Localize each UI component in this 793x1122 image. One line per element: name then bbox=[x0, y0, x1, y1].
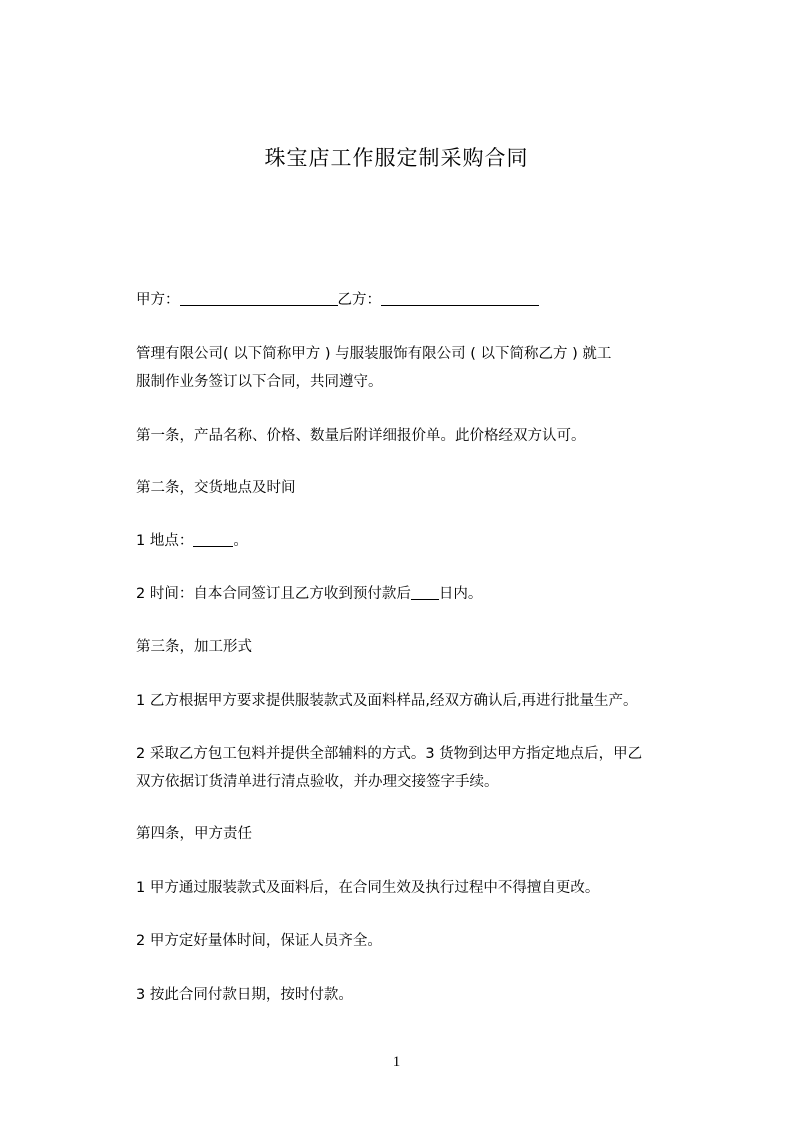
time-suffix: 日内。 bbox=[438, 586, 483, 602]
party-a-label: 甲方： bbox=[136, 292, 180, 308]
party-b-label: 乙方： bbox=[337, 292, 381, 308]
parties-line bbox=[136, 284, 696, 316]
time-blank bbox=[411, 585, 439, 600]
intro-line-1: 管理有限公司( 以下简称甲方 ) 与服装服饰有限公司 ( 以下简称乙方 ) 就工 bbox=[136, 346, 612, 362]
party-b-blank bbox=[381, 291, 539, 306]
place-prefix: 1 地点： bbox=[136, 533, 194, 549]
party-a-blank bbox=[180, 291, 338, 306]
place-suffix: 。 bbox=[233, 533, 248, 549]
document-title: 珠宝店工作服定制采购合同 bbox=[264, 146, 529, 170]
article-3-item-1: 1 乙方根据甲方要求提供服装款式及面料样品,经双方确认后,再进行批量生产。 bbox=[136, 693, 638, 709]
article-3-item-2-line-2: 双方依据订货清单进行清点验收，并办理交接签字手续。 bbox=[136, 774, 499, 790]
article-4-item-1: 1 甲方通过服装款式及面料后，在合同生效及执行过程中不得擅自更改。 bbox=[136, 880, 600, 896]
article-2-place bbox=[136, 525, 696, 557]
article-1: 第一条，产品名称、价格、数量后附详细报价单。此价格经双方认可。 bbox=[136, 428, 586, 444]
time-prefix: 2 时间：自本合同签订且乙方收到预付款后 bbox=[136, 586, 411, 602]
article-4-heading: 第四条，甲方责任 bbox=[136, 826, 252, 842]
article-4-item-2: 2 甲方定好量体时间，保证人员齐全。 bbox=[136, 933, 382, 949]
article-3-heading: 第三条，加工形式 bbox=[136, 639, 252, 655]
page-number: 1 bbox=[392, 1054, 401, 1070]
intro-line-2: 服制作业务签订以下合同，共同遵守。 bbox=[136, 374, 383, 390]
article-2-time bbox=[136, 578, 696, 610]
article-2-heading: 第二条，交货地点及时间 bbox=[136, 480, 296, 496]
place-blank bbox=[193, 532, 233, 547]
article-4-item-3: 3 按此合同付款日期，按时付款。 bbox=[136, 987, 353, 1003]
article-3-item-2-line-1: 2 采取乙方包工包料并提供全部辅料的方式。3 货物到达甲方指定地点后，甲乙 bbox=[136, 746, 643, 762]
